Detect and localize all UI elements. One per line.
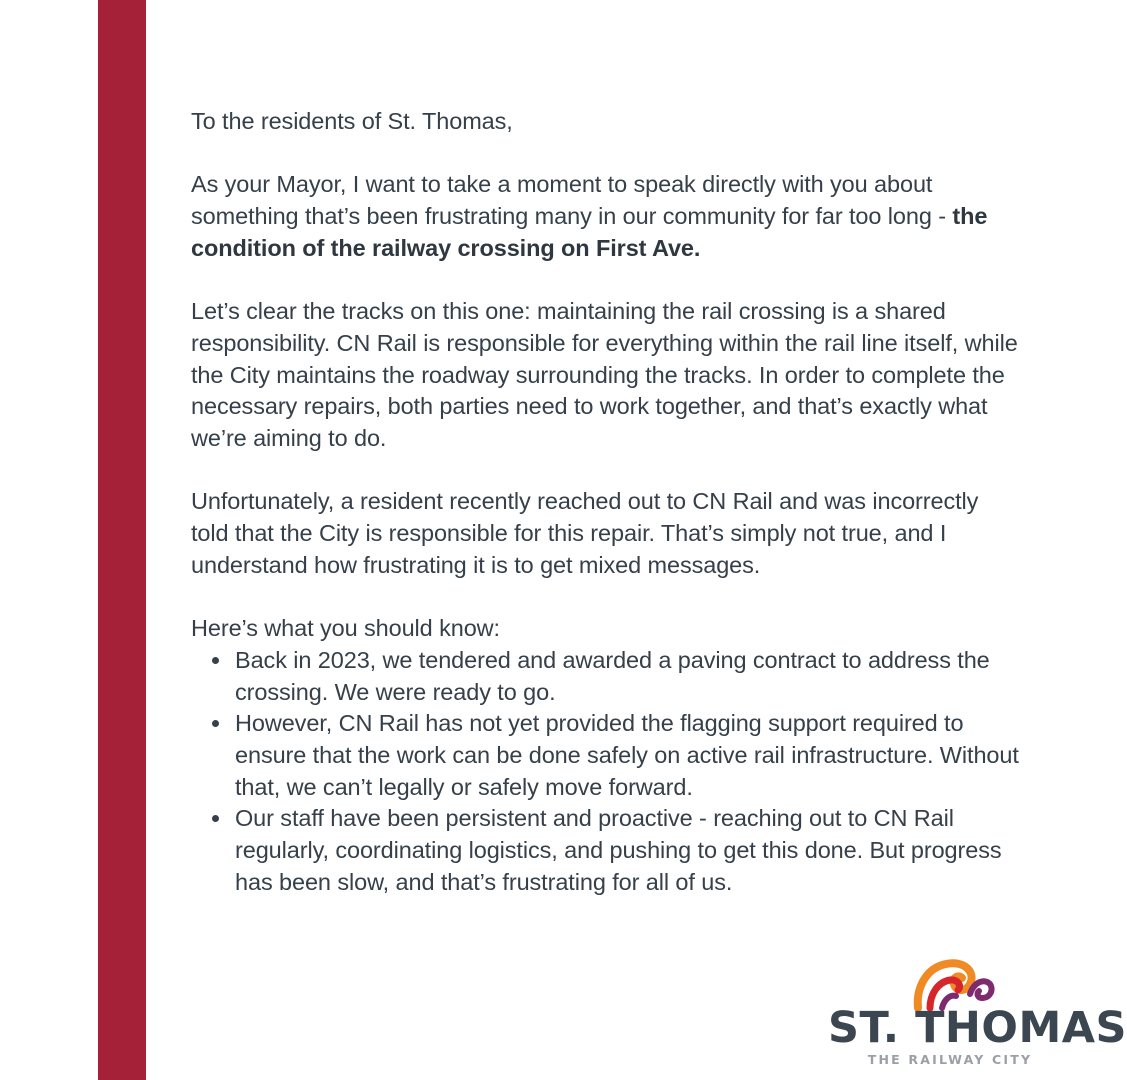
intro-bold-text: the condition of the railway crossing on First Ave. <box>191 203 988 261</box>
list-intro: Here’s what you should know: <box>191 615 500 642</box>
accent-side-bar <box>98 0 146 1080</box>
letter-paragraph-responsibility: Let’s clear the tracks on this one: maintaining the rail crossing is a shared responsibility. CN Rail is responsible for everything within the rail line itself, while the City maintains the roadway surrounding the tracks. In order to complete the necessary repairs, both parties need to work together, and that’s exactly what we’re aiming to do. <box>191 298 1018 451</box>
list-item: Back in 2023, we tendered and awarded a paving contract to address the crossing. We were ready to go. <box>235 645 1021 708</box>
intro-text: As your Mayor, I want to take a moment to speak directly with you about something that’s been frustrating many in our community for far too long - <box>191 171 953 230</box>
st-thomas-logo <box>828 958 1127 1070</box>
facts-list <box>191 645 1021 899</box>
mayor-letter <box>191 106 1021 899</box>
letter-intro-paragraph <box>191 169 1021 264</box>
list-item: However, CN Rail has not yet provided the flagging support required to ensure that the work can be done safely on active rail infrastructure. Without that, we can’t legally or safely move forward. <box>235 708 1021 803</box>
letter-paragraph-misinformation: Unfortunately, a resident recently reached out to CN Rail and was incorrectly told that the City is responsible for this repair. That’s simply not true, and I understand how frustrating it is to get mixed messages. <box>191 488 979 578</box>
letter-salutation: To the residents of St. Thomas, <box>191 108 513 134</box>
logo-tagline: THE RAILWAY CITY <box>867 1052 1033 1067</box>
list-item: Our staff have been persistent and proactive - reaching out to CN Rail regularly, coordinating logistics, and pushing to get this done. But progress has been slow, and that’s frustrating for all of us. <box>235 803 1021 898</box>
logo-wordmark: ST. THOMAS <box>828 1003 1127 1053</box>
